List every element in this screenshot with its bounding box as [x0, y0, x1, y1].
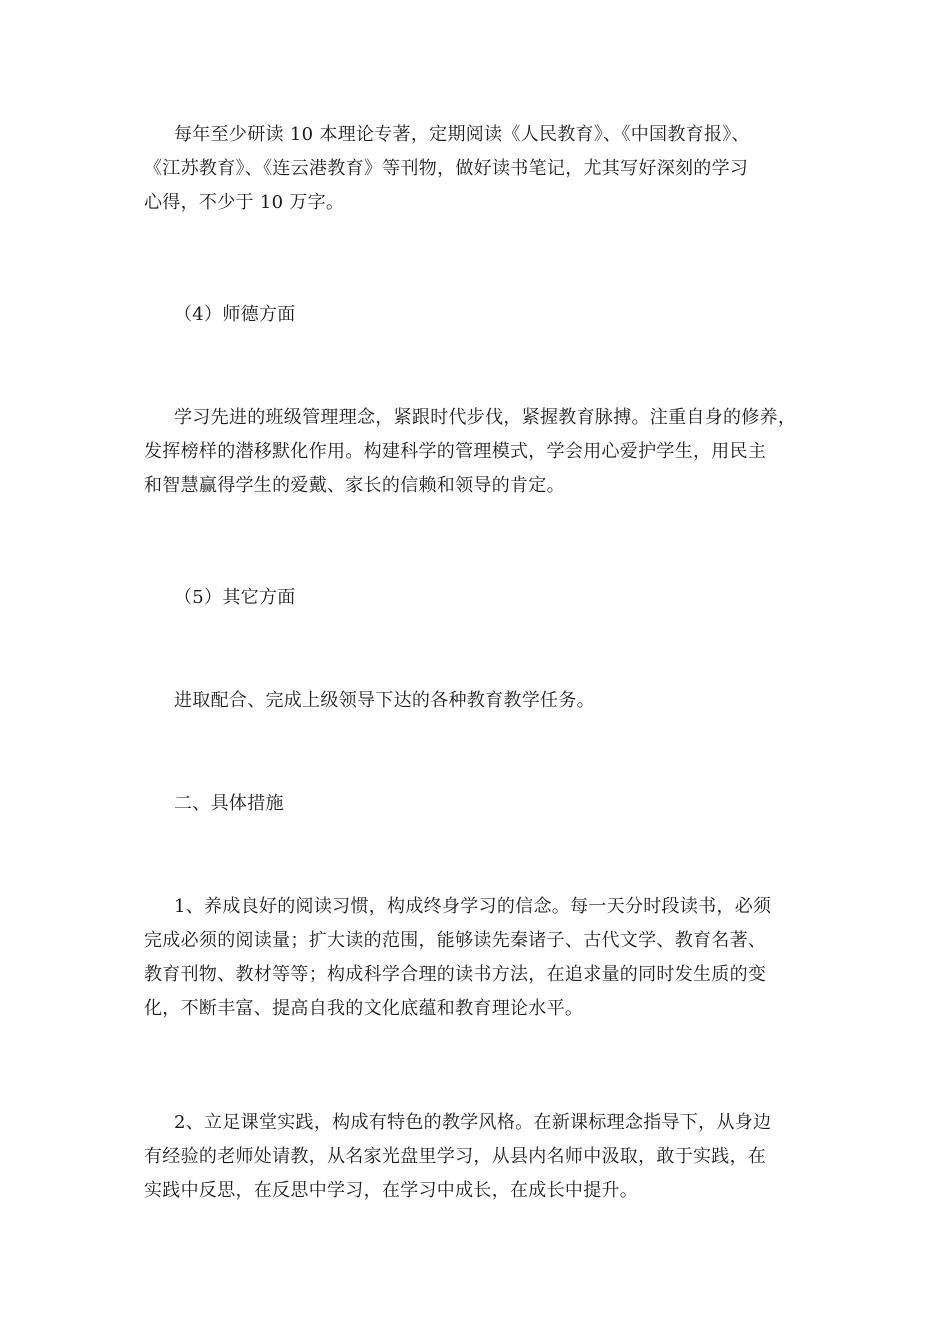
text-line: 和智慧赢得学生的爱戴、家长的信赖和领导的肯定。 — [144, 475, 565, 496]
heading-specific-measures — [144, 787, 844, 821]
text-line: 完成必须的阅读量；扩大读的范围，能够读先秦诸子、古代文学、教育名著、 — [144, 930, 767, 951]
text-line: 发挥榜样的潜移默化作用。构建科学的管理模式，学会用心爱护学生，用民主 — [144, 441, 767, 462]
text-line: 心得，不少于 10 万字。 — [144, 192, 345, 213]
heading-other-aspects — [144, 581, 844, 615]
text-line: 二、具体措施 — [174, 793, 284, 814]
paragraph-reading-plan — [144, 118, 844, 220]
text-line: 有经验的老师处请教，从名家光盘里学习，从县内名师中汲取，敢于实践，在 — [144, 1146, 767, 1167]
text-line: 进取配合、完成上级领导下达的各种教育教学任务。 — [174, 690, 595, 711]
text-line: 《江苏教育》、《连云港教育》等刊物，做好读书笔记，尤其写好深刻的学习 — [144, 158, 749, 179]
text-line: 每年至少研读 10 本理论专著，定期阅读《人民教育》、《中国教育报》、 — [174, 124, 750, 145]
heading-teacher-ethics — [144, 298, 844, 332]
text-line: 化，不断丰富、提高自我的文化底蕴和教育理论水平。 — [144, 998, 584, 1019]
text-line: （5）其它方面 — [174, 587, 296, 608]
paragraph-cooperation — [144, 684, 844, 718]
text-line: （4）师德方面 — [174, 304, 296, 325]
text-line: 1、养成良好的阅读习惯，构成终身学习的信念。每一天分时段读书，必须 — [174, 896, 772, 917]
text-line: 实践中反思，在反思中学习，在学习中成长，在成长中提升。 — [144, 1180, 639, 1201]
paragraph-measure-2 — [144, 1106, 844, 1208]
text-line: 学习先进的班级管理理念，紧跟时代步伐，紧握教育脉搏。注重自身的修养， — [174, 407, 797, 428]
text-line: 教育刊物、教材等等；构成科学合理的读书方法，在追求量的同时发生质的变 — [144, 964, 767, 985]
text-line: 2、立足课堂实践，构成有特色的教学风格。在新课标理念指导下，从身边 — [174, 1112, 772, 1133]
paragraph-class-management — [144, 401, 844, 503]
paragraph-measure-1 — [144, 890, 844, 1026]
